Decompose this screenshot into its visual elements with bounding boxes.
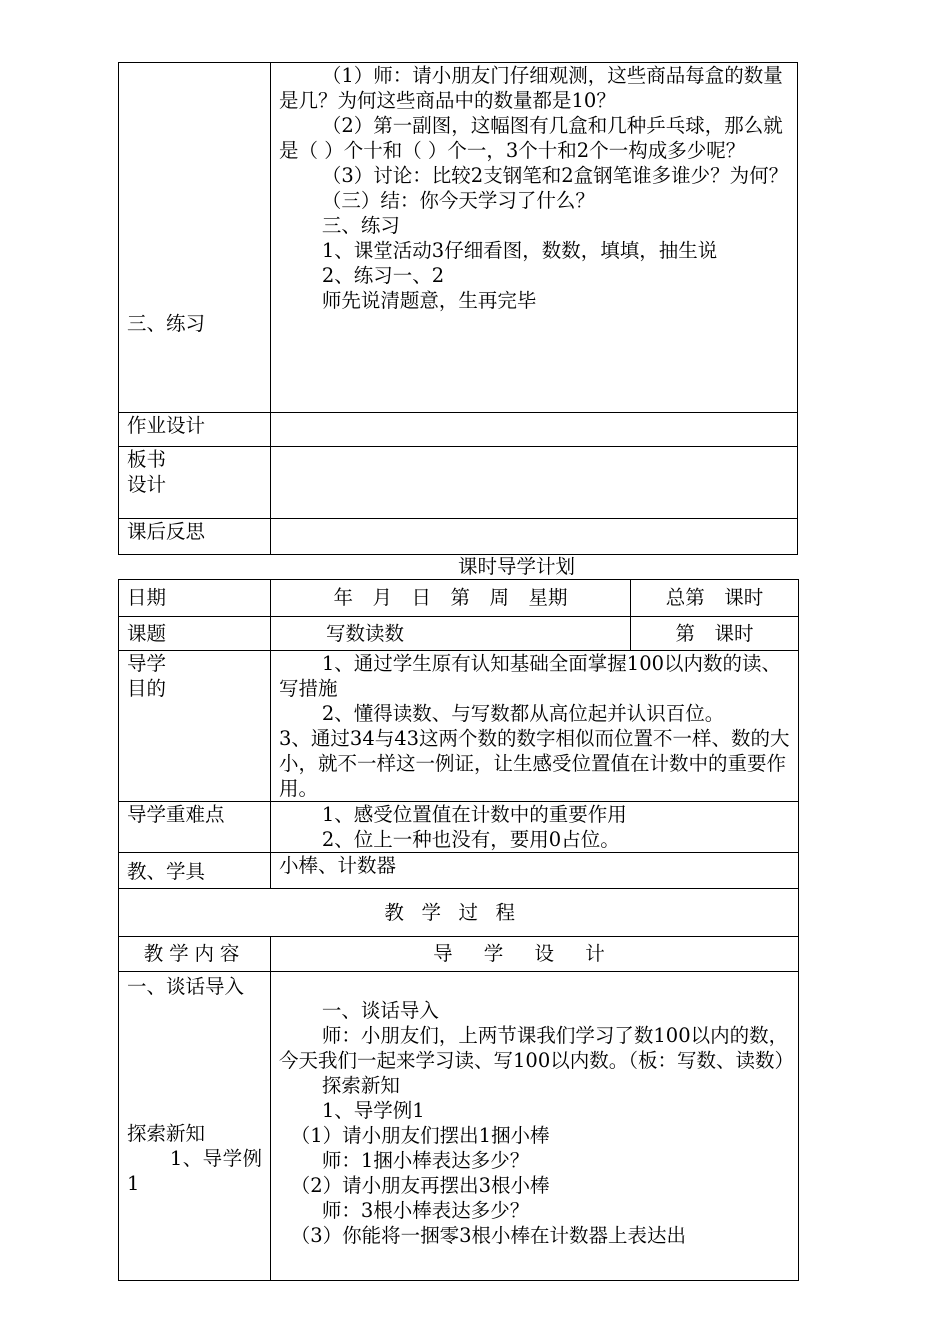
board-label-cell: [119, 447, 271, 519]
homework-label: 作业设计: [119, 413, 271, 447]
board-label: 板书: [127, 448, 167, 471]
date-label: 日期: [119, 580, 271, 617]
content-header: 教学内容: [119, 937, 271, 972]
content-line: （三）结：你今天学习了什么？: [321, 189, 595, 212]
design-line: 师：3根小棒表达多少？: [321, 1199, 530, 1222]
goal-cell: [271, 651, 799, 802]
tools-value: 小棒、计数器: [271, 853, 799, 889]
practice-label-cell: [119, 63, 271, 413]
total-lesson: 总第 课时: [631, 580, 799, 617]
date-value: 年 月 日 第 周 星期: [271, 580, 631, 617]
homework-cell: [271, 413, 798, 447]
left-item: 探索新知: [127, 1122, 206, 1145]
design-line: 探索新知: [321, 1074, 400, 1097]
process-title: 教学过程: [119, 889, 799, 937]
lesson-plan-table: [118, 579, 799, 1281]
design-header: 导学设计: [271, 937, 799, 972]
lesson-no: 第 课时: [631, 617, 799, 651]
content-line: （3）讨论：比较2支钢笔和2盒钢笔谁多谁少？为何？: [321, 164, 789, 187]
goal-label-cell: [119, 651, 271, 802]
key-line: 2、位上一种也没有，要用0占位。: [321, 828, 620, 851]
content-line: 1、课堂活动3仔细看图，数数，填填，抽生说: [321, 239, 718, 262]
left-item: 1、导学例1: [127, 1147, 262, 1195]
design-line: （3）你能将一捆零3根小棒在计数器上表达出: [290, 1224, 687, 1247]
content-line: 三、练习: [321, 214, 400, 237]
goal-label: 导学: [127, 652, 167, 675]
reflection-label: 课后反思: [119, 519, 271, 555]
goal-line: 3、通过34与43这两个数的数字相似而位置不一样、数的大小，就不一样这一例证，让生感受位置值在计数中的重要作用。: [279, 727, 790, 800]
key-label: 导学重难点: [119, 802, 271, 853]
board-cell: [271, 447, 798, 519]
key-line: 1、感受位置值在计数中的重要作用: [321, 803, 627, 826]
design-line: 师：1捆小棒表达多少？: [321, 1149, 530, 1172]
topic-value: 写数读数: [271, 617, 631, 651]
design-line: 一、谈话导入: [321, 999, 439, 1022]
design-line: 师：小朋友们，上两节课我们学习了数100以内的数，今天我们一起来学习读、写100以内数。（板：写数、读数）: [279, 1024, 794, 1072]
topic-label: 课题: [119, 617, 271, 651]
practice-content-cell: [271, 63, 798, 413]
content-left-cell: [119, 972, 271, 1281]
design-cell: [271, 972, 799, 1281]
reflection-cell: [271, 519, 798, 555]
board-label: 设计: [127, 473, 167, 496]
lesson-table-continued: [118, 62, 798, 555]
plan-title: 课时导学计划: [457, 555, 575, 578]
content-line: （1）师：请小朋友门仔细观测，这些商品每盒的数量是几？为何这些商品中的数量都是10？: [279, 64, 783, 112]
goal-line: 2、懂得读数、与写数都从高位起并认识百位。: [321, 702, 725, 725]
tools-label: 教、学具: [119, 853, 271, 889]
left-item: 一、谈话导入: [127, 975, 245, 998]
design-line: （1）请小朋友们摆出1捆小棒: [290, 1124, 550, 1147]
key-cell: [271, 802, 799, 853]
practice-label: 三、练习: [127, 312, 206, 335]
design-line: （2）请小朋友再摆出3根小棒: [290, 1174, 550, 1197]
content-line: 师先说清题意，生再完毕: [321, 289, 537, 312]
content-line: （2）第一副图，这幅图有几盒和几种乒乓球，那么就是（ ）个十和（ ）个一，3个十和2个一构成多少呢？: [279, 114, 783, 162]
content-line: 2、练习一、2: [321, 264, 445, 287]
design-line: 1、导学例1: [321, 1099, 425, 1122]
goal-label: 目的: [127, 677, 167, 700]
goal-line: 1、通过学生原有认知基础全面掌握100以内数的读、写措施: [279, 652, 782, 700]
